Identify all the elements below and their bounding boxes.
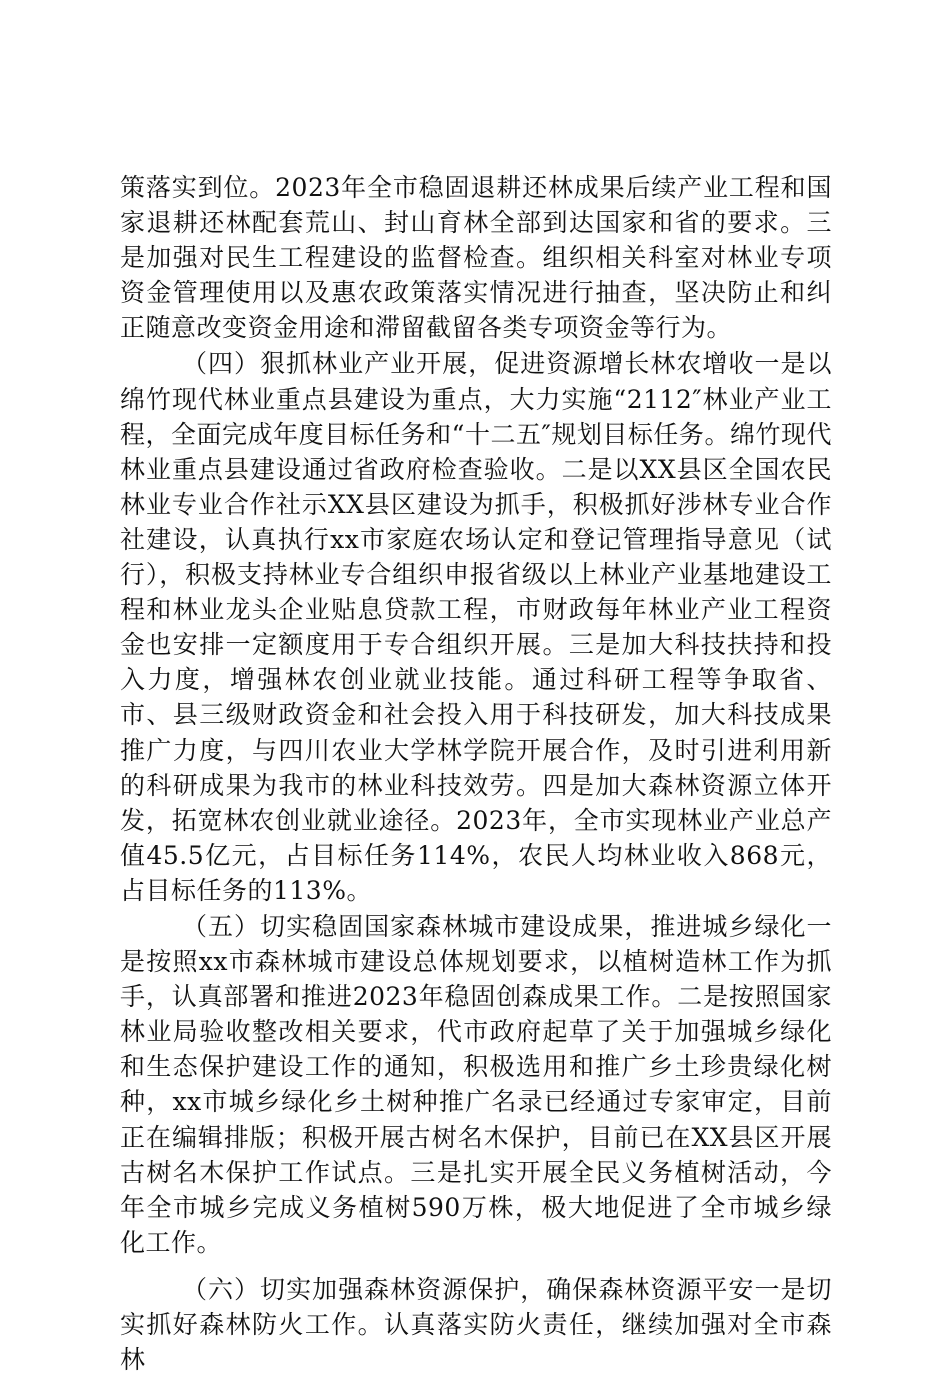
document-body — [120, 170, 832, 1377]
paragraph-section-four: （四）狠抓林业产业开展，促进资源增长林农增收一是以绵竹现代林业重点县建设为重点，大力实施“2112″林业产业工程，全面完成年度目标任务和“十二五″规划目标任务。绵竹现代林业重点县建设通过省政府检查验收。二是以XX县区全国农民林业专业合作社示XX县区建设为抓手，积极抓好涉林专业合作社建设，认真执行xx市家庭农场认定和登记管理指导意见（试行），积极支持林业专合组织申报省级以上林业产业基地建设工程和林业龙头企业贴息贷款工程，市财政每年林业产业工程资金也安排一定额度用于专合组织开展。三是加大科技扶持和投入力度，增强林农创业就业技能。通过科研工程等争取省、市、县三级财政资金和社会投入用于科技研发，加大科技成果推广力度，与四川农业大学林学院开展合作，及时引进利用新的科研成果为我市的林业科技效劳。四是加大森林资源立体开发，拓宽林农创业就业途径。2023年，全市实现林业产业总产值45.5亿元，占目标任务114%，农民人均林业收入868元，占目标任务的113%。 — [120, 349, 832, 905]
paragraph-continued: 策落实到位。2023年全市稳固退耕还林成果后续产业工程和国家退耕还林配套荒山、封山育林全部到达国家和省的要求。三是加强对民生工程建设的监督检查。组织相关科室对林业专项资金管理使用以及惠农政策落实情况进行抽查，坚决防止和纠正随意改变资金用途和滞留截留各类专项资金等行为。 — [120, 173, 832, 343]
paragraph-section-six: （六）切实加强森林资源保护，确保森林资源平安一是切实抓好森林防火工作。认真落实防火责任，继续加强对全市森林 — [120, 1274, 832, 1375]
paragraph-section-five: （五）切实稳固国家森林城市建设成果，推进城乡绿化一是按照xx市森林城市建设总体规划要求，以植树造林工作为抓手，认真部署和推进2023年稳固创森成果工作。二是按照国家林业局验收整改相关要求，代市政府起草了关于加强城乡绿化和生态保护建设工作的通知，积极选用和推广乡土珍贵绿化树种，xx市城乡绿化乡土树种推广名录已经通过专家审定，目前正在编辑排版；积极开展古树名木保护，目前已在XX县区开展古树名木保护工作试点。三是扎实开展全民义务植树活动，今年全市城乡完成义务植树590万株，极大地促进了全市城乡绿化工作。 — [120, 911, 832, 1257]
